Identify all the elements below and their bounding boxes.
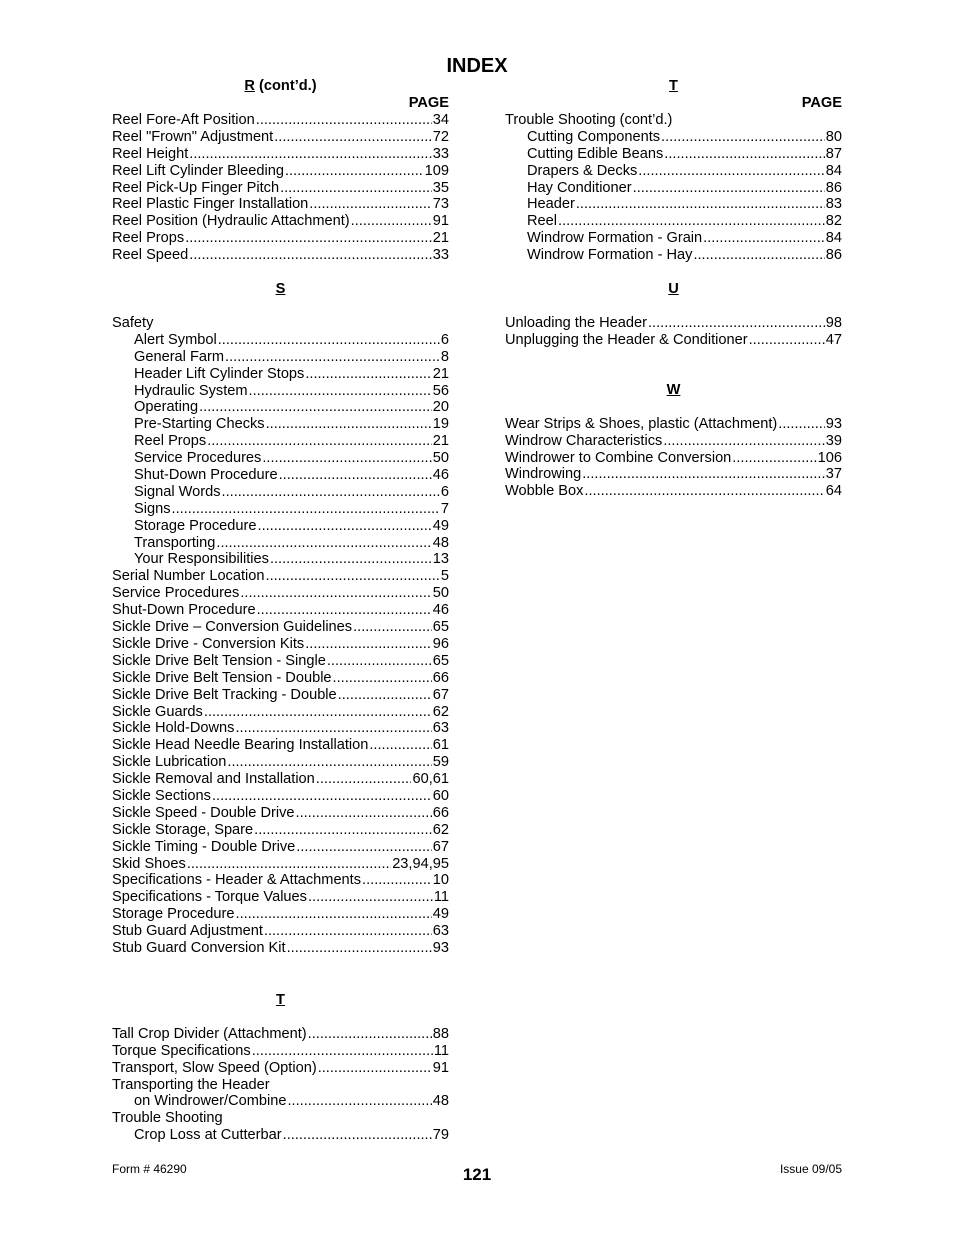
entry-label: Reel Pick-Up Finger Pitch xyxy=(112,179,280,196)
entry-label: Reel xyxy=(527,213,558,230)
dot-leader xyxy=(172,501,440,518)
index-entry xyxy=(112,467,449,484)
index-entry xyxy=(112,653,449,670)
entry-page: 10 xyxy=(432,872,449,889)
entry-label: Reel "Frown" Adjustment xyxy=(112,128,274,145)
dot-leader xyxy=(309,196,431,213)
issue-date: Issue 09/05 xyxy=(779,1162,842,1176)
dot-leader xyxy=(732,450,816,467)
entry-page: 88 xyxy=(432,1025,449,1042)
entry-page: 56 xyxy=(432,382,449,399)
entry-page: 46 xyxy=(432,467,449,484)
page-column-label: PAGE xyxy=(801,95,842,111)
index-entry xyxy=(112,839,449,856)
entry-label: Reel Fore-Aft Position xyxy=(112,112,255,128)
index-entry xyxy=(112,129,449,146)
dot-leader xyxy=(189,146,432,163)
dot-leader xyxy=(648,315,825,332)
section-heading-t-contd: T xyxy=(669,78,678,94)
dot-leader xyxy=(316,771,412,788)
entry-page: 86 xyxy=(825,179,842,196)
entry-label: Storage Procedure xyxy=(134,517,257,534)
section-heading-s: S xyxy=(275,281,286,298)
page-title: INDEX xyxy=(446,55,508,77)
entry-page: 84 xyxy=(825,230,842,247)
entry-page: 11 xyxy=(433,889,449,906)
form-number: Form # 46290 xyxy=(112,1162,187,1176)
entry-label: Windrowing xyxy=(505,466,582,483)
index-entry xyxy=(112,568,449,585)
entry-page: 47 xyxy=(825,331,842,348)
entry-label: Stub Guard Adjustment xyxy=(112,923,263,940)
dot-leader xyxy=(240,585,431,602)
entry-label: Sickle Speed - Double Drive xyxy=(112,804,295,821)
entry-label: Header Lift Cylinder Stops xyxy=(134,365,305,382)
dot-leader xyxy=(212,788,432,805)
entry-label: Crop Loss at Cutterbar xyxy=(134,1127,282,1144)
entry-label: Operating xyxy=(134,399,199,416)
dot-leader xyxy=(257,602,432,619)
entry-page: 91 xyxy=(432,1059,449,1076)
index-entry xyxy=(112,754,449,771)
index-entry xyxy=(112,501,449,518)
entry-page: 13 xyxy=(432,551,449,568)
entry-label: Cutting Components xyxy=(527,128,661,145)
dot-leader xyxy=(283,1127,432,1144)
entry-label: Service Procedures xyxy=(134,450,262,467)
entry-label: Drapers & Decks xyxy=(527,162,638,179)
entry-label: Stub Guard Conversion Kit xyxy=(112,939,286,956)
entry-page: 64 xyxy=(825,483,842,500)
index-entry xyxy=(112,872,449,889)
entry-label: Sickle Lubrication xyxy=(112,754,227,771)
dot-leader xyxy=(333,670,432,687)
dot-leader xyxy=(703,230,825,247)
dot-leader xyxy=(584,483,824,500)
entry-label: Transporting the Header xyxy=(112,1076,270,1093)
entry-label: Header xyxy=(527,196,575,213)
entry-page: 109 xyxy=(424,162,449,179)
entry-page: 67 xyxy=(432,838,449,855)
dot-leader xyxy=(338,687,432,704)
entry-page: 21 xyxy=(432,433,449,450)
entry-label: Wear Strips & Shoes, plastic (Attachment) xyxy=(505,415,778,432)
index-entry xyxy=(112,230,449,247)
index-entry xyxy=(112,737,449,754)
entry-page: 72 xyxy=(432,128,449,145)
entry-page: 50 xyxy=(432,585,449,602)
entry-page: 8 xyxy=(440,348,449,365)
index-entry xyxy=(112,366,449,383)
dot-leader xyxy=(582,466,825,483)
dot-leader xyxy=(227,754,431,771)
entry-page: 61 xyxy=(432,737,449,754)
entry-page: 6 xyxy=(440,331,449,348)
index-entry xyxy=(112,602,449,619)
entry-label: Signs xyxy=(134,500,171,517)
entry-page: 67 xyxy=(432,686,449,703)
dot-leader xyxy=(296,839,431,856)
entry-page: 93 xyxy=(825,415,842,432)
entry-label: Your Responsibilities xyxy=(134,551,269,568)
section-heading-t: T xyxy=(276,991,285,1008)
dot-leader xyxy=(576,196,825,213)
entry-page: 63 xyxy=(432,720,449,737)
dot-leader xyxy=(369,737,431,754)
entry-label: Transport, Slow Speed (Option) xyxy=(112,1059,317,1076)
dot-leader xyxy=(280,180,432,197)
index-right-column xyxy=(505,78,842,500)
index-entry xyxy=(112,180,449,197)
dot-leader xyxy=(308,889,433,906)
entry-label: Safety xyxy=(112,315,154,332)
entry-label: Sickle Removal and Installation xyxy=(112,771,315,788)
entry-label: Sickle Drive Belt Tension - Single xyxy=(112,652,326,669)
index-entry xyxy=(505,146,842,163)
index-entry xyxy=(112,315,449,332)
entry-label: Transporting xyxy=(134,534,216,551)
index-entry xyxy=(505,433,842,450)
entry-page: 65 xyxy=(432,619,449,636)
entry-label: Pre-Starting Checks xyxy=(134,416,265,433)
entry-page: 49 xyxy=(432,906,449,923)
entry-page: 48 xyxy=(432,1093,449,1110)
entry-label: General Farm xyxy=(134,348,225,365)
entry-page: 91 xyxy=(432,213,449,230)
section-letter: R xyxy=(244,78,255,94)
dot-leader xyxy=(305,636,432,653)
entry-label: Reel Plastic Finger Installation xyxy=(112,196,309,213)
dot-leader xyxy=(327,653,432,670)
entry-page: 84 xyxy=(825,162,842,179)
entry-page: 59 xyxy=(432,754,449,771)
dot-leader xyxy=(216,535,431,552)
dot-leader xyxy=(266,568,440,585)
dot-leader xyxy=(351,213,432,230)
index-entry xyxy=(112,416,449,433)
index-entry xyxy=(505,112,842,129)
index-entry xyxy=(505,213,842,230)
entry-page: 63 xyxy=(432,923,449,940)
section-suffix: (cont’d.) xyxy=(254,78,317,94)
index-entry xyxy=(505,466,842,483)
index-entry xyxy=(112,383,449,400)
entry-label: Alert Symbol xyxy=(134,331,217,348)
index-entry xyxy=(112,433,449,450)
entry-page: 82 xyxy=(825,213,842,230)
entry-page: 37 xyxy=(825,466,842,483)
dot-leader xyxy=(235,720,431,737)
entry-label: Trouble Shooting xyxy=(112,1110,223,1127)
section-heading-w: W xyxy=(666,381,681,398)
dot-leader xyxy=(222,484,440,501)
entry-page: 21 xyxy=(432,230,449,247)
entry-page: 96 xyxy=(432,635,449,652)
entry-list-t xyxy=(112,1026,449,1144)
dot-leader xyxy=(633,180,825,197)
dot-leader xyxy=(693,247,824,264)
index-entry xyxy=(112,720,449,737)
entry-page: 62 xyxy=(432,703,449,720)
entry-page: 50 xyxy=(432,450,449,467)
index-entry xyxy=(112,704,449,721)
index-entry xyxy=(112,535,449,552)
entry-label: Sickle Timing - Double Drive xyxy=(112,838,296,855)
entry-label: Sickle Head Needle Bearing Installation xyxy=(112,737,369,754)
entry-label: Sickle Drive – Conversion Guidelines xyxy=(112,619,353,636)
index-entry xyxy=(505,129,842,146)
entry-label: Reel Props xyxy=(112,230,185,247)
dot-leader xyxy=(254,822,432,839)
dot-leader xyxy=(207,433,432,450)
dot-leader xyxy=(778,416,825,433)
index-entry xyxy=(112,923,449,940)
index-entry xyxy=(112,906,449,923)
dot-leader xyxy=(256,112,432,129)
entry-list-r xyxy=(112,112,449,264)
entry-list-s xyxy=(112,315,449,957)
dot-leader xyxy=(266,416,432,433)
index-entry xyxy=(505,230,842,247)
dot-leader xyxy=(189,247,431,264)
index-entry xyxy=(112,551,449,568)
dot-leader xyxy=(638,163,824,180)
index-entry xyxy=(112,771,449,788)
entry-page: 46 xyxy=(432,602,449,619)
entry-page: 7 xyxy=(440,500,449,517)
entry-page: 11 xyxy=(433,1042,449,1059)
index-entry xyxy=(505,247,842,264)
index-entry xyxy=(505,180,842,197)
dot-leader xyxy=(308,1026,432,1043)
dot-leader xyxy=(225,349,440,366)
index-entry xyxy=(112,332,449,349)
index-entry xyxy=(505,450,842,467)
dot-leader xyxy=(252,1043,433,1060)
dot-leader xyxy=(236,906,432,923)
entry-page: 80 xyxy=(825,128,842,145)
entry-page: 79 xyxy=(432,1127,449,1144)
entry-list-u xyxy=(505,315,842,349)
entry-label: Reel Props xyxy=(134,433,207,450)
index-entry xyxy=(505,315,842,332)
entry-label: Shut-Down Procedure xyxy=(134,467,278,484)
entry-label: Skid Shoes xyxy=(112,855,186,872)
index-left-column xyxy=(112,78,449,1144)
index-entry xyxy=(112,585,449,602)
entry-page: 48 xyxy=(432,534,449,551)
entry-label: Windrow Characteristics xyxy=(505,432,663,449)
entry-page: 33 xyxy=(432,145,449,162)
index-entry xyxy=(112,940,449,957)
entry-label: Wobble Box xyxy=(505,483,584,500)
entry-label: Shut-Down Procedure xyxy=(112,602,256,619)
index-entry xyxy=(112,213,449,230)
index-entry xyxy=(112,670,449,687)
entry-page: 5 xyxy=(440,568,449,585)
index-entry xyxy=(112,1110,449,1127)
entry-label: on Windrower/Combine xyxy=(134,1093,287,1110)
index-entry xyxy=(112,1077,449,1094)
index-entry xyxy=(112,1127,449,1144)
dot-leader xyxy=(558,213,825,230)
entry-page: 35 xyxy=(432,179,449,196)
entry-label: Signal Words xyxy=(134,483,221,500)
index-entry xyxy=(112,484,449,501)
entry-page: 20 xyxy=(432,399,449,416)
entry-label: Unloading the Header xyxy=(505,315,647,332)
entry-label: Torque Specifications xyxy=(112,1042,251,1059)
index-entry xyxy=(505,416,842,433)
page-column-label: PAGE xyxy=(408,95,449,111)
index-entry xyxy=(505,163,842,180)
dot-leader xyxy=(664,146,824,163)
entry-label: Trouble Shooting (cont’d.) xyxy=(505,112,673,128)
dot-leader xyxy=(199,399,432,416)
dot-leader xyxy=(749,332,825,349)
entry-page: 66 xyxy=(432,669,449,686)
index-entry xyxy=(112,349,449,366)
entry-list-t-contd xyxy=(505,112,842,264)
dot-leader xyxy=(258,518,432,535)
entry-label: Windrow Formation - Grain xyxy=(527,230,703,247)
entry-page: 98 xyxy=(825,315,842,332)
entry-page: 83 xyxy=(825,196,842,213)
entry-page: 39 xyxy=(825,432,842,449)
entry-page: 60,61 xyxy=(412,771,449,788)
index-entry xyxy=(112,163,449,180)
entry-page: 106 xyxy=(817,449,842,466)
entry-label: Windrower to Combine Conversion xyxy=(505,449,732,466)
index-entry xyxy=(112,1043,449,1060)
index-entry xyxy=(112,196,449,213)
index-entry xyxy=(112,146,449,163)
entry-page: 62 xyxy=(432,821,449,838)
entry-label: Reel Speed xyxy=(112,247,189,264)
entry-label: Sickle Drive Belt Tension - Double xyxy=(112,669,332,686)
index-entry xyxy=(112,636,449,653)
index-entry xyxy=(112,112,449,129)
entry-label: Reel Position (Hydraulic Attachment) xyxy=(112,213,350,230)
index-entry xyxy=(112,518,449,535)
entry-label: Unplugging the Header & Conditioner xyxy=(505,331,748,348)
entry-page: 93 xyxy=(432,939,449,956)
entry-label: Sickle Drive Belt Tracking - Double xyxy=(112,686,337,703)
dot-leader xyxy=(185,230,432,247)
dot-leader xyxy=(663,433,824,450)
entry-label: Tall Crop Divider (Attachment) xyxy=(112,1025,307,1042)
dot-leader xyxy=(204,704,432,721)
entry-page: 66 xyxy=(432,804,449,821)
dot-leader xyxy=(288,1093,432,1110)
dot-leader xyxy=(218,332,440,349)
dot-leader xyxy=(264,923,432,940)
dot-leader xyxy=(274,129,432,146)
entry-page: 87 xyxy=(825,145,842,162)
entry-page: 86 xyxy=(825,247,842,264)
index-entry xyxy=(505,196,842,213)
index-entry xyxy=(112,1026,449,1043)
entry-label: Cutting Edible Beans xyxy=(527,145,664,162)
index-entry xyxy=(112,805,449,822)
entry-page: 23,94,95 xyxy=(392,855,449,872)
entry-label: Sickle Guards xyxy=(112,703,203,720)
index-entry xyxy=(112,687,449,704)
index-entry xyxy=(112,856,449,873)
dot-leader xyxy=(285,163,424,180)
entry-label: Serial Number Location xyxy=(112,568,265,585)
entry-list-w xyxy=(505,416,842,500)
entry-label: Hydraulic System xyxy=(134,382,248,399)
entry-label: Sickle Storage, Spare xyxy=(112,821,254,838)
entry-label: Specifications - Header & Attachments xyxy=(112,872,362,889)
entry-page: 49 xyxy=(432,517,449,534)
entry-page: 21 xyxy=(432,365,449,382)
dot-leader xyxy=(305,366,431,383)
dot-leader xyxy=(270,551,432,568)
dot-leader xyxy=(318,1060,432,1077)
index-entry xyxy=(112,1093,449,1110)
entry-page: 34 xyxy=(432,112,449,128)
index-entry xyxy=(112,1060,449,1077)
dot-leader xyxy=(661,129,825,146)
entry-page: 33 xyxy=(432,247,449,264)
entry-label: Service Procedures xyxy=(112,585,240,602)
entry-page: 19 xyxy=(432,416,449,433)
entry-page: 65 xyxy=(432,652,449,669)
entry-page: 6 xyxy=(440,483,449,500)
entry-label: Reel Lift Cylinder Bleeding xyxy=(112,162,284,179)
page-number: 121 xyxy=(462,1165,492,1184)
dot-leader xyxy=(296,805,432,822)
index-entry xyxy=(112,889,449,906)
entry-label: Sickle Drive - Conversion Kits xyxy=(112,635,305,652)
dot-leader xyxy=(362,872,432,889)
index-entry xyxy=(505,332,842,349)
section-heading-r xyxy=(112,78,449,95)
dot-leader xyxy=(287,940,432,957)
dot-leader xyxy=(353,619,432,636)
index-entry xyxy=(112,450,449,467)
dot-leader xyxy=(249,383,432,400)
dot-leader xyxy=(187,856,391,873)
entry-label: Specifications - Torque Values xyxy=(112,889,307,906)
index-entry xyxy=(505,483,842,500)
entry-label: Reel Height xyxy=(112,145,189,162)
dot-leader xyxy=(262,450,431,467)
index-entry xyxy=(112,247,449,264)
entry-label: Windrow Formation - Hay xyxy=(527,247,693,264)
entry-label: Storage Procedure xyxy=(112,906,235,923)
entry-label: Sickle Sections xyxy=(112,787,211,804)
entry-page: 73 xyxy=(432,196,449,213)
index-entry xyxy=(112,788,449,805)
index-entry xyxy=(112,822,449,839)
index-entry xyxy=(112,399,449,416)
index-entry xyxy=(112,619,449,636)
entry-label: Hay Conditioner xyxy=(527,179,632,196)
section-heading-u: U xyxy=(668,281,679,298)
entry-page: 60 xyxy=(432,787,449,804)
entry-label: Sickle Hold-Downs xyxy=(112,720,235,737)
dot-leader xyxy=(279,467,432,484)
